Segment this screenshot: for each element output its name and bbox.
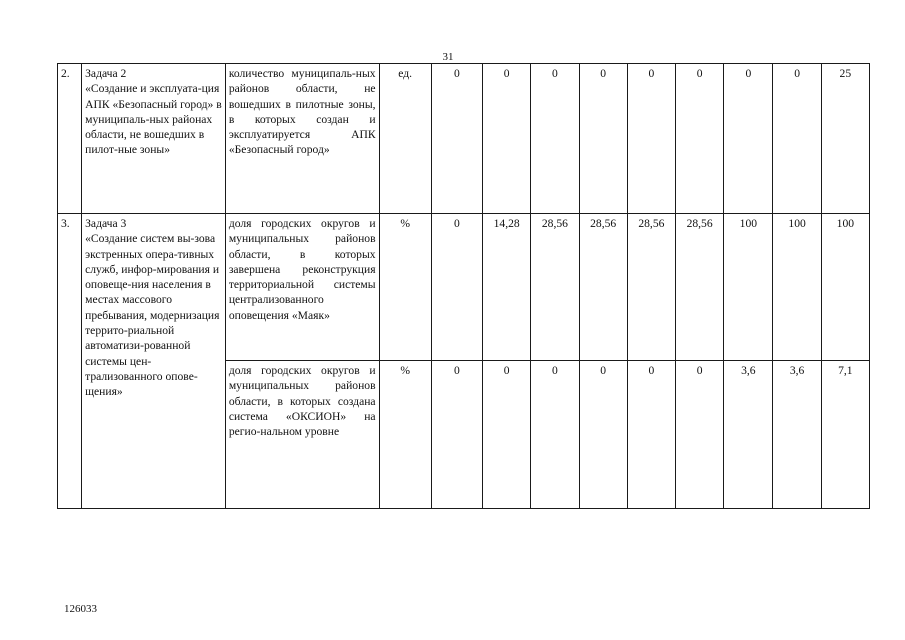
value-cell: 0 — [483, 361, 531, 509]
value-cell: 3,6 — [773, 361, 821, 509]
value-cell: 0 — [431, 214, 482, 361]
value-cell: 7,1 — [821, 361, 869, 509]
unit-cell: % — [379, 214, 431, 361]
value-cell: 28,56 — [531, 214, 579, 361]
value-cell: 0 — [627, 361, 675, 509]
value-cell: 0 — [579, 64, 627, 214]
indicators-table — [57, 63, 870, 509]
value-cell: 3,6 — [724, 361, 773, 509]
value-cell: 28,56 — [676, 214, 724, 361]
task-description: «Создание систем вы-зова экстренных опера-тивных служб, инфор-мирования и оповеще-ния населения в местах массового пребывания, модернизация террито-риальной автоматизи-рованной системы цен-трализованного опове-щения» — [85, 232, 220, 399]
value-cell: 0 — [627, 64, 675, 214]
value-cell: 25 — [821, 64, 869, 214]
value-cell: 0 — [531, 361, 579, 509]
value-cell: 0 — [676, 64, 724, 214]
value-cell: 100 — [821, 214, 869, 361]
value-cell: 0 — [483, 64, 531, 214]
value-cell: 0 — [676, 361, 724, 509]
value-cell: 28,56 — [627, 214, 675, 361]
value-cell: 14,28 — [483, 214, 531, 361]
row-number: 2. — [58, 64, 82, 214]
row-number: 3. — [58, 214, 82, 509]
task-cell — [82, 214, 226, 509]
value-cell: 0 — [579, 361, 627, 509]
value-cell: 100 — [724, 214, 773, 361]
value-cell: 0 — [724, 64, 773, 214]
unit-cell: ед. — [379, 64, 431, 214]
task-description: «Создание и эксплуата-ция АПК «Безопасный город» в муниципаль-ных районах области, не вошедших в пилот-ные зоны» — [85, 82, 222, 157]
value-cell: 0 — [773, 64, 821, 214]
unit-cell: % — [379, 361, 431, 509]
indicator-text: доля городских округов и муниципальных районов области, в которых создана система «ОКСИОН» на регио-нальном уровне — [225, 361, 379, 509]
indicator-text: доля городских округов и муниципальных районов области, в которых завершена реконструкция территориальной системы централизованного оповещения «Маяк» — [225, 214, 379, 361]
table-row — [58, 214, 870, 361]
value-cell: 0 — [431, 361, 482, 509]
value-cell: 0 — [431, 64, 482, 214]
table-row — [58, 64, 870, 214]
document-code: 126033 — [64, 603, 97, 615]
task-title: Задача 2 — [85, 67, 127, 80]
value-cell: 0 — [531, 64, 579, 214]
task-cell — [82, 64, 226, 214]
page-number: 31 — [442, 51, 454, 63]
value-cell: 28,56 — [579, 214, 627, 361]
task-title: Задача 3 — [85, 217, 127, 230]
value-cell: 100 — [773, 214, 821, 361]
indicator-text: количество муниципаль-ных районов области, не вошедших в пилотные зоны, в которых создан и эксплуатируется АПК «Безопасный город» — [225, 64, 379, 214]
